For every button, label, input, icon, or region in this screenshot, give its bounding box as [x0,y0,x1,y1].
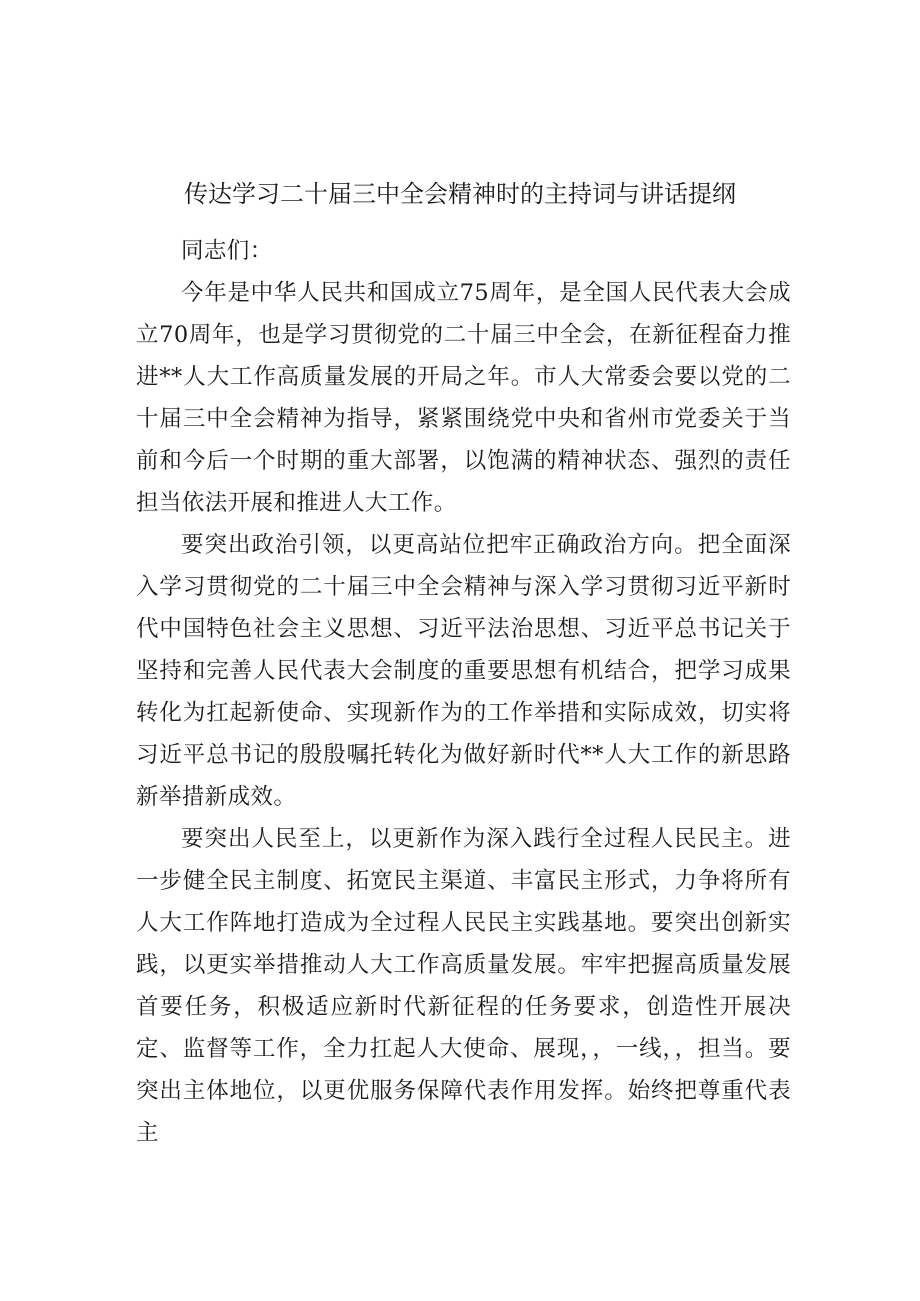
paragraph-2: 要突出政治引领，以更高站位把牢正确政治方向。把全面深入学习贯彻党的二十届三中全会精神与深入学习贯彻习近平新时代中国特色社会主义思想、习近平法治思想、习近平总书记关于坚持和完善人民代表大会制度的重要思想有机结合，把学习成果转化为扛起新使命、实现新作为的工作举措和实际成效，切实将习近平总书记的殷殷嘱托转化为做好新时代**人大工作的新思路新举措新成效。 [136,532,791,810]
document-body [136,230,791,1154]
greeting: 同志们： [181,238,273,264]
document-title: 传达学习二十届三中全会精神时的主持词与讲话提纲 [184,180,736,208]
paragraph-1: 今年是中华人民共和国成立75周年，是全国人民代表大会成立70周年，也是学习贯彻党的二十届三中全会，在新征程奋力推进**人大工作高质量发展的开局之年。市人大常委会要以党的二十届三中全会精神为指导，紧紧围绕党中央和省州市党委关于当前和今后一个时期的重大部署，以饱满的精神状态、强烈的责任担当依法开展和推进人大工作。 [136,280,791,516]
paragraph-3: 要突出人民至上，以更新作为深入践行全过程人民民主。进一步健全民主制度、拓宽民主渠道、丰富民主形式，力争将所有人大工作阵地打造成为全过程人民民主实践基地。要突出创新实践，以更实举措推动人大工作高质量发展。牢牢把握高质量发展首要任务，积极适应新时代新征程的任务要求，创造性开展决定、监督等工作，全力扛起人大使命、展现，，一线，，担当。要突出主体地位，以更优服务保障代表作用发挥。始终把尊重代表主 [136,826,791,1146]
